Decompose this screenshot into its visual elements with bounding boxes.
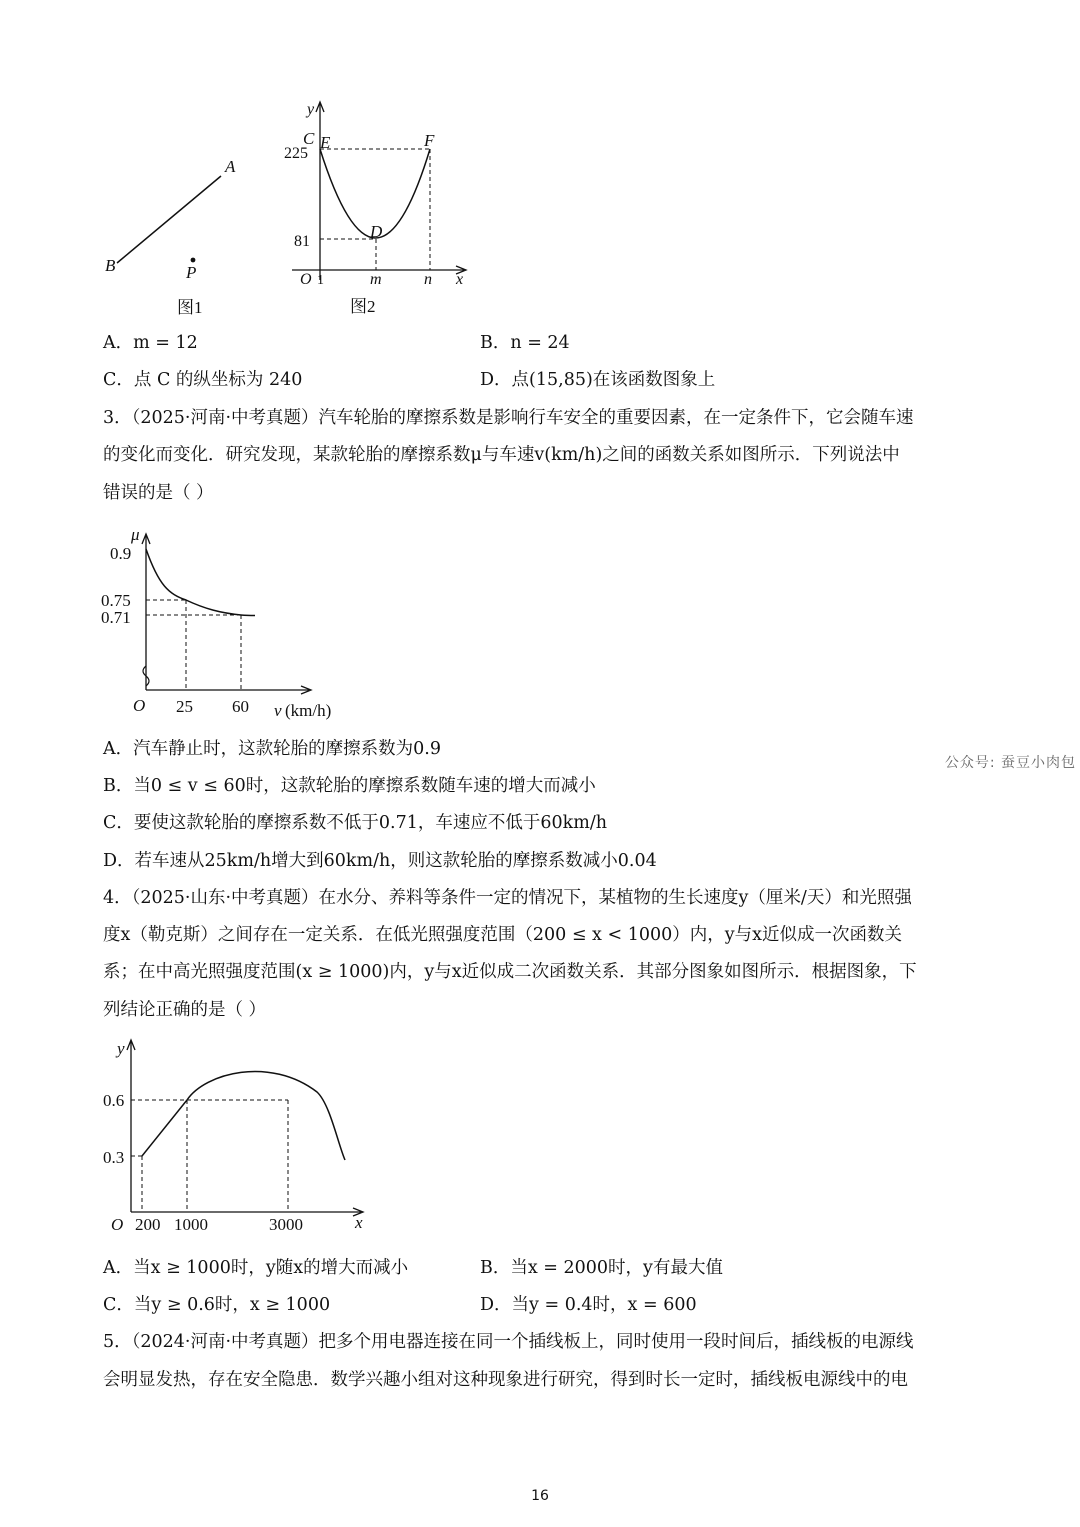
- tick-label-0-75: 0.75: [101, 591, 131, 610]
- tick-label-0-6: 0.6: [103, 1091, 125, 1110]
- tick-label-0-71: 0.71: [101, 608, 131, 627]
- point-p-label: P: [186, 263, 197, 282]
- q3-option-b: B．当0 ≤ v ≤ 60时，这款轮胎的摩擦系数随车速的增大而减小: [103, 776, 596, 796]
- segment-ab: [117, 176, 221, 263]
- figure-4-growth-chart: [95, 1036, 385, 1242]
- origin-label: O: [111, 1215, 124, 1234]
- q4-option-c: C．当y ≥ 0.6时，x ≥ 1000: [103, 1295, 331, 1315]
- point-b-label: B: [105, 256, 116, 275]
- growth-linear-segment: [142, 1100, 187, 1156]
- q2-option-d: D．点(15,85)在该函数图象上: [480, 370, 716, 390]
- watermark: 公众号: 蚕豆小肉包: [944, 755, 1076, 771]
- figure-2-caption: 图2: [350, 297, 376, 316]
- q3-stem-line-2: 的变化而变化．研究发现，某款轮胎的摩擦系数μ与车速v(km/h)之间的函数关系如图所示．下列说法中: [103, 445, 900, 465]
- figure-3-friction-chart: [95, 518, 365, 726]
- q4-stem-line-2: 度x（勒克斯）之间存在一定关系．在低光照强度范围（200 ≤ x < 1000）内，y与x近似成一次函数关: [103, 925, 903, 945]
- y-axis-label: y: [117, 1039, 125, 1058]
- figure-1: [95, 150, 265, 325]
- tick-label-m: m: [370, 271, 382, 288]
- tick-label-25: 25: [176, 697, 193, 716]
- q3-stem-line-1: 3．（2025·河南·中考真题）汽车轮胎的摩擦系数是影响行车安全的重要因素，在一定条件下，它会随车速: [103, 408, 914, 428]
- page-number: 16: [531, 1488, 549, 1504]
- tick-label-225: 225: [284, 145, 308, 162]
- point-a-label: A: [225, 157, 236, 176]
- q2-option-b: B．n = 24: [480, 333, 570, 353]
- q3-option-c: C．要使这款轮胎的摩擦系数不低于0.71，车速应不低于60km/h: [103, 813, 607, 833]
- q5-stem-line-1: 5．（2024·河南·中考真题）把多个用电器连接在同一个插线板上，同时使用一段时间后，插线板的电源线: [103, 1332, 914, 1352]
- point-c-label: C: [303, 129, 315, 148]
- q4-option-a: A．当x ≥ 1000时，y随x的增大而减小: [103, 1258, 409, 1278]
- q3-option-a: A．汽车静止时，这款轮胎的摩擦系数为0.9: [103, 739, 441, 759]
- y-axis-label: μ: [131, 525, 140, 544]
- q4-option-d: D．当y = 0.4时，x = 600: [480, 1295, 697, 1315]
- tick-label-0-9: 0.9: [110, 544, 132, 563]
- x-axis-label: x: [456, 271, 464, 288]
- q4-stem-line-4: 列结论正确的是（ ）: [103, 1000, 267, 1020]
- q3-stem-line-3: 错误的是（ ）: [103, 483, 214, 503]
- origin-label: O: [133, 696, 146, 715]
- point-f-label: F: [424, 131, 435, 150]
- q5-stem-line-2: 会明显发热，存在安全隐患．数学兴趣小组对这种现象进行研究，得到时长一定时，插线板电源线中的电: [103, 1370, 908, 1390]
- friction-curve: [146, 549, 255, 616]
- y-axis-label: y: [307, 101, 315, 118]
- q4-stem-line-1: 4．（2025·山东·中考真题）在水分、养料等条件一定的情况下，某植物的生长速度y（厘米/天）和光照强: [103, 888, 912, 908]
- tick-label-1: 1: [317, 273, 324, 288]
- tick-label-200: 200: [135, 1215, 161, 1234]
- tick-label-0-3: 0.3: [103, 1148, 125, 1167]
- q3-option-d: D．若车速从25km/h增大到60km/h，则这款轮胎的摩擦系数减小0.04: [103, 851, 657, 871]
- origin-label: O: [300, 271, 312, 288]
- point-p: [191, 258, 196, 263]
- tick-label-3000: 3000: [269, 1215, 303, 1234]
- point-e-label: E: [320, 133, 331, 152]
- growth-quadratic-curve: [187, 1071, 345, 1160]
- tick-label-60: 60: [232, 697, 249, 716]
- x-axis-label: v: [274, 701, 282, 720]
- q4-stem-line-3: 系；在中高光照强度范围(x ≥ 1000)内，y与x近似成二次函数关系．其部分图象如图所示．根据图象，下: [103, 962, 917, 982]
- tick-label-1000: 1000: [174, 1215, 208, 1234]
- figure-1-caption: 图1: [177, 298, 203, 317]
- tick-label-81: 81: [294, 233, 310, 250]
- tick-label-n: n: [424, 271, 432, 288]
- x-axis-unit: (km/h): [285, 701, 332, 720]
- point-d-label: D: [370, 222, 383, 241]
- q2-option-c: C．点 C 的纵坐标为 240: [103, 370, 303, 390]
- q2-option-a: A．m = 12: [103, 333, 198, 353]
- x-axis-label: x: [355, 1213, 363, 1232]
- q4-option-b: B．当x = 2000时，y有最大值: [480, 1258, 723, 1278]
- figure-2: [280, 98, 480, 325]
